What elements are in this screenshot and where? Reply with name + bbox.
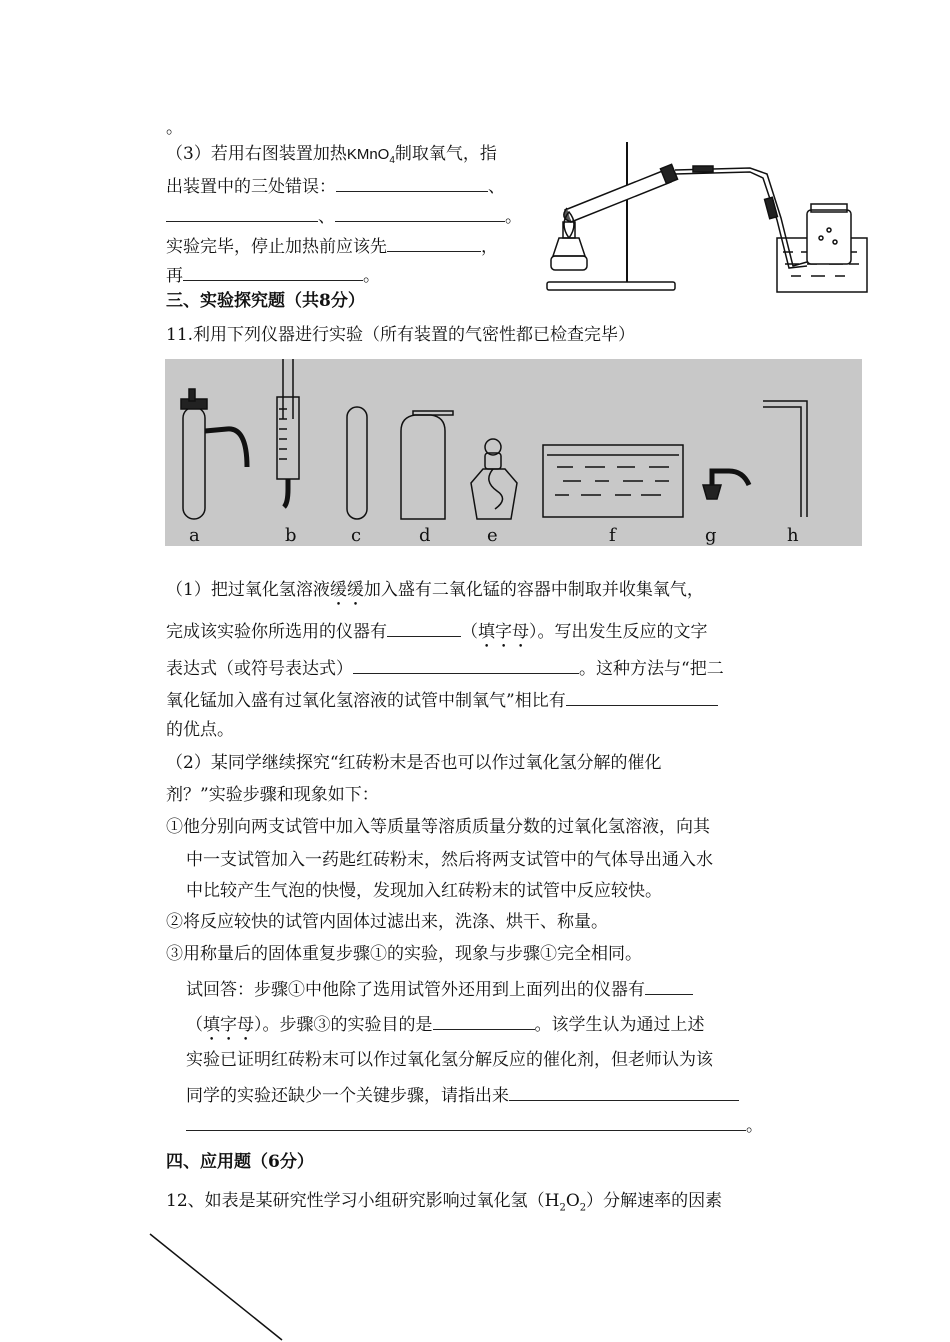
- q11-p1-line2: 完成该实验你所选用的仪器有 （填字母）。写出发生反应的文字: [166, 618, 708, 652]
- instrument-label-b: b: [285, 525, 297, 546]
- instrument-label-f: f: [609, 525, 616, 546]
- section3-title: 三、实验探究题（共8分）: [166, 291, 365, 311]
- instrument-label-d: d: [419, 525, 431, 546]
- instrument-label-a: a: [189, 525, 200, 546]
- q11-p1-line3: 表达式（或符号表达式） 。这种方法与“把二: [166, 655, 724, 681]
- q10-line3: 、 。: [166, 203, 522, 229]
- then-step-blank[interactable]: [183, 262, 363, 281]
- kmno4-apparatus-diagram: [545, 138, 875, 298]
- step3: ③用称量后的固体重复步骤①的实验，现象与步骤①完全相同。: [166, 944, 642, 964]
- q11-intro: 11.利用下列仪器进行实验（所有装置的气密性都已检查完毕）: [166, 325, 636, 345]
- q10-line4: 实验完毕，停止加热前应该先 ，: [166, 233, 498, 259]
- q11-p1-line4: 氧化锰加入盛有过氧化氢溶液的试管中制氧气”相比有: [166, 687, 718, 713]
- missing-step-blank[interactable]: [509, 1082, 739, 1101]
- instrument-g-shape: [703, 485, 721, 499]
- instruments-diagram: [165, 359, 862, 546]
- instrument-label-g: g: [705, 525, 717, 546]
- answer-line3: 实验已证明红砖粉末可以作过氧化氢分解反应的催化剂，但老师认为该: [186, 1050, 713, 1070]
- q11-p1-line5: 的优点。: [166, 720, 234, 740]
- step1-line1: ①他分别向两支试管中加入等质量等溶质质量分数的过氧化氢溶液，向其: [166, 817, 710, 837]
- equation-blank[interactable]: [353, 655, 579, 674]
- answer-line5: 。: [186, 1112, 763, 1138]
- q11-p2-line2: 剂？”实验步骤和现象如下：: [166, 785, 379, 805]
- section4-title: 四、应用题（6分）: [166, 1152, 314, 1172]
- error-blank-2[interactable]: [166, 203, 318, 222]
- q10-line2: 出装置中的三处错误： 、: [166, 173, 505, 199]
- q10-line1: （3）若用右图装置加热KMnO$_4$制取氧气，指: [166, 144, 497, 166]
- step1-line2: 中一支试管加入一药匙红砖粉末，然后将两支试管中的气体导出通入水: [186, 850, 713, 870]
- kmno4-formula: KMnO$_4$: [346, 146, 395, 166]
- advantage-blank[interactable]: [566, 687, 718, 706]
- missing-step-blank-2[interactable]: [186, 1112, 746, 1131]
- instrument-label-c: c: [351, 525, 362, 546]
- error-blank-3[interactable]: [335, 203, 505, 222]
- q11-p2-line1: （2）某同学继续探究“红砖粉末是否也可以作过氧化氢分解的催化: [166, 753, 662, 773]
- answer-line4: 同学的实验还缺少一个关键步骤，请指出来: [186, 1082, 739, 1108]
- stray-period: 。: [166, 118, 183, 138]
- answer-line1: 试回答：步骤①中他除了选用试管外还用到上面列出的仪器有: [186, 976, 693, 1002]
- q11-p1-line1: （1）把过氧化氢溶液缓缓加入盛有二氧化锰的容器中制取并收集氧气，: [166, 580, 704, 600]
- diagonal-line: [0, 1220, 300, 1342]
- step2: ②将反应较快的试管内固体过滤出来，洗涤、烘干、称量。: [166, 912, 608, 932]
- instrument-label-e: e: [487, 525, 498, 546]
- step1-line3: 中比较产生气泡的快慢，发现加入红砖粉末的试管中反应较快。: [186, 881, 662, 901]
- q12-text: 12、如表是某研究性学习小组研究影响过氧化氢$(H_2O_2)$分解速率的因素: [166, 1191, 723, 1214]
- instruments-blank[interactable]: [387, 618, 461, 637]
- instrument-label-h: h: [787, 525, 799, 546]
- error-blank-1[interactable]: [336, 173, 488, 192]
- step3-purpose-blank[interactable]: [433, 1011, 535, 1030]
- q10-line5: 再 。: [166, 262, 380, 288]
- answer-line2: （填字母）。步骤③的实验目的是 。该学生认为通过上述: [186, 1011, 705, 1045]
- first-step-blank[interactable]: [387, 233, 481, 252]
- step1-instruments-blank[interactable]: [645, 976, 693, 995]
